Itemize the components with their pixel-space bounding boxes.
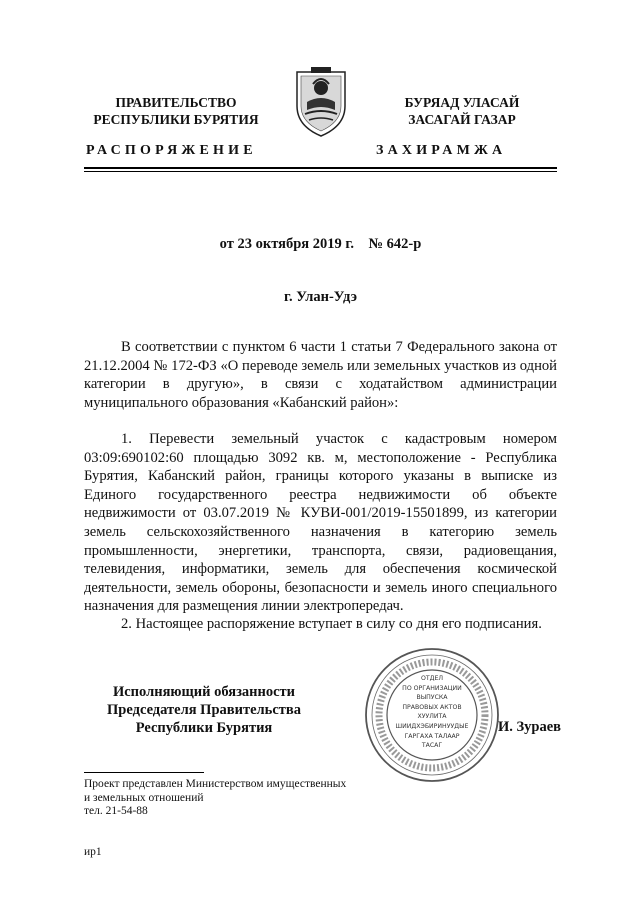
org-name-ru-line2: РЕСПУБЛИКИ БУРЯТИЯ (93, 112, 259, 127)
signatory-title (84, 683, 324, 737)
item-2-paragraph: 2. Настоящее распоряжение вступает в силу со дня его подписания. (121, 616, 542, 632)
doc-type-bua: ЗАХИРАМЖА (376, 143, 507, 158)
coat-of-arms-emblem (293, 66, 349, 138)
signatory-title-line3: Республики Бурятия (135, 720, 273, 736)
doc-date-number: от 23 октября 2019 г. № 642-р (219, 236, 422, 252)
footer-rule (84, 772, 204, 773)
stamp-line: ШИИДХЭБИРИНУУДЫЕ (395, 722, 469, 730)
org-name-ru (86, 94, 266, 128)
stamp-line: ХУУЛИТА (417, 713, 447, 721)
footer-line2: и земельных отношений (84, 791, 204, 804)
doc-type-ru: РАСПОРЯЖЕНИЕ (86, 143, 257, 158)
official-stamp (362, 645, 502, 785)
org-name-ru-line1: ПРАВИТЕЛЬСТВО (115, 95, 237, 110)
org-name-bua-line1: БУРЯАД УЛАСАЙ (404, 95, 520, 110)
stamp-line: ГАРГАХА ТАЛААР (404, 732, 460, 740)
footer-note (84, 778, 414, 819)
preamble-paragraph: В соответствии с пунктом 6 части 1 статьи 7 Федерального закона от 21.12.2004 № 172-ФЗ «О переводе земель или земельных участков из одной категории в другую», в связи с ходатайством администрации муниципального образования «Кабанский район»: (84, 339, 557, 411)
item-1-paragraph: 1. Перевести земельный участок с кадастровым номером 03:09:690102:60 площадью 3092 кв. м, местоположение - Республика Бурятия, Кабанский район, границы которого указаны в выписке из Единого государственного реестра недвижимости об объекте недвижимости от 03.07.2019 № КУВИ-001/2019-15501899, из категории земель сельскохозяйственного назначения в категорию земель промышленности, энергетики, транспорта, связи, радиовещания, телевидения, информатики, земель для обеспечения космической деятельности, земель обороны, безопасности и земель иного специального назначения для размещения линии электропередач. (84, 431, 557, 615)
stamp-line: ПРАВОВЫХ АКТОВ (402, 703, 462, 711)
org-name-bua (362, 94, 562, 128)
stamp-line: ТАСАГ (421, 742, 443, 750)
signatory-title-line1: Исполняющий обязанности (112, 684, 296, 700)
stamp-line: ПО ОРГАНИЗАЦИИ (402, 684, 462, 692)
header-rule-thin (84, 171, 557, 172)
stamp-line: ВЫПУСКА (416, 694, 448, 702)
footer-line1: Проект представлен Министерством имущественных (84, 778, 347, 790)
stamp-center-text (387, 674, 477, 751)
signatory-title-line2: Председателя Правительства (107, 702, 301, 718)
org-name-bua-line2: ЗАСАГАЙ ГАЗАР (408, 112, 516, 127)
doc-city: г. Улан-Удэ (284, 289, 357, 305)
header-rule-thick (84, 167, 557, 169)
footer-code: ир1 (84, 846, 102, 858)
stamp-line: ОТДЕЛ (420, 675, 444, 682)
signatory-name: И. Зураев (498, 719, 562, 735)
footer-phone: тел. 21-54-88 (84, 805, 148, 817)
